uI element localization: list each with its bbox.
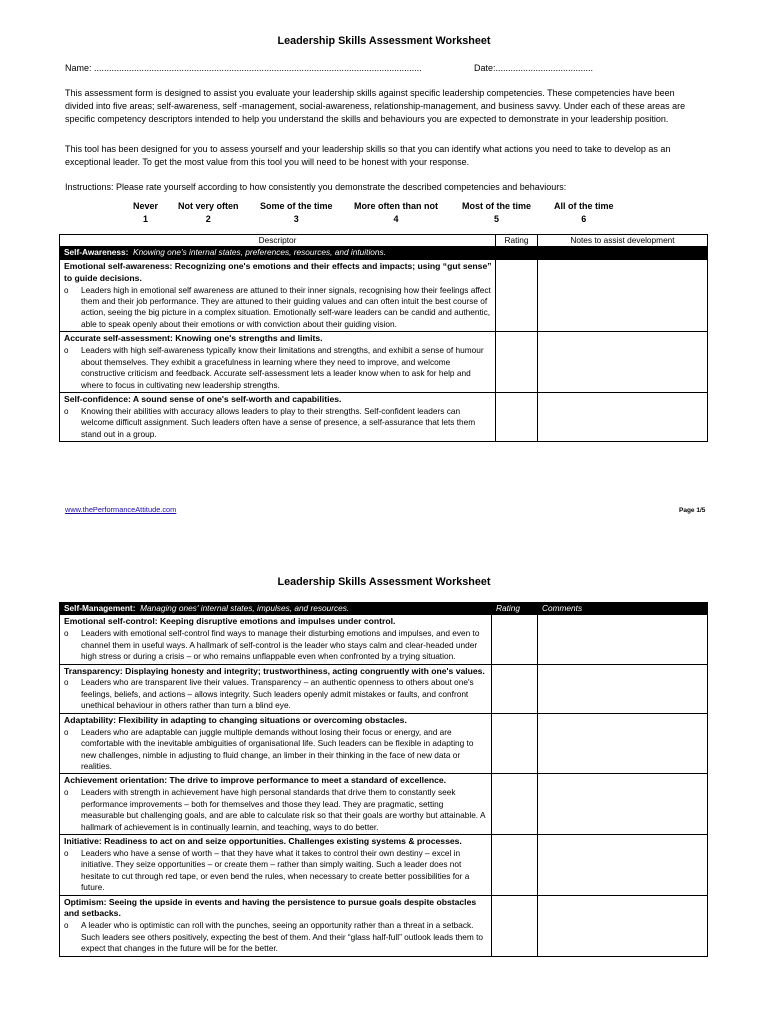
descriptor-cell: [60, 835, 492, 896]
competency-heading: Achievement orientation: The drive to improve performance to meet a standard of excellence.: [64, 775, 447, 786]
competency-description: Leaders with strength in achievement have high personal standards that drive them to constantly seek performance improvements – both for themselves and those they lead. They are pragmatic, setting measurable but challenging goals, and are able to calculate risk so that their goals are worthy but attainable. A hallmark of achievement is in continually learnin, and teaching, ways to do better.: [81, 787, 486, 832]
list-item: [64, 677, 488, 711]
scale-label: Most of the time: [462, 201, 531, 211]
scale-number: 5: [493, 214, 499, 225]
list-item: [64, 920, 488, 954]
section-header: [60, 603, 492, 615]
scale-option-5: [462, 200, 531, 226]
scale-label: More often than not: [354, 201, 438, 211]
table-row: [60, 392, 708, 441]
competency-heading: Adaptability: Flexibility in adapting to changing situations or overcoming obstacles.: [64, 714, 407, 725]
notes-header: Notes to assist development: [538, 235, 708, 247]
competency-description: Leaders who have a sense of worth – that they have what it takes to control their own destiny – excel in initiative. They seize opportunities – or create them – rather than simply waiting. Such a leader does not hesitate to cut through red tape, or even bend the rules, when necessary to create better possibilities for a future.: [81, 847, 470, 893]
table-row: [60, 664, 708, 713]
rating-header: Rating: [492, 603, 538, 615]
notes-cell[interactable]: [538, 332, 708, 393]
bullet-icon: o: [64, 285, 69, 295]
page-title: Leadership Skills Assessment Worksheet: [277, 35, 491, 47]
table-header-row: [60, 235, 708, 247]
rating-cell[interactable]: [492, 713, 538, 774]
comments-cell[interactable]: [538, 835, 708, 896]
scale-number: 4: [393, 214, 399, 225]
page-title: Leadership Skills Assessment Worksheet: [277, 576, 491, 588]
scale-number: 2: [205, 214, 211, 225]
table-row: [60, 835, 708, 896]
list-item: [64, 787, 488, 833]
comments-header: Comments: [538, 603, 708, 615]
comments-cell[interactable]: [538, 664, 708, 713]
rating-cell[interactable]: [492, 895, 538, 956]
rating-cell[interactable]: [492, 664, 538, 713]
comments-cell[interactable]: [538, 713, 708, 774]
descriptor-cell: [60, 713, 492, 774]
competency-heading: Initiative: Readiness to act on and seize opportunities. Challenges existing systems & processes.: [64, 836, 462, 846]
descriptor-cell: [60, 259, 496, 331]
bullet-icon: o: [64, 921, 69, 931]
list-item: [64, 628, 488, 662]
table-row: [60, 332, 708, 393]
competency-heading: Transparency: Displaying honesty and integrity; trustworthiness, acting congruently with one's values.: [64, 665, 485, 676]
section-description: Managing ones' internal states, impulses, and resources.: [140, 603, 350, 613]
date-field-line: Date:.......................................: [474, 63, 594, 73]
scale-label: Not very often: [178, 201, 239, 211]
scale-label: Never: [133, 201, 159, 211]
descriptor-header: Descriptor: [60, 235, 496, 247]
descriptor-cell: [60, 774, 492, 835]
descriptor-cell: [60, 615, 492, 664]
rating-header: Rating: [496, 235, 538, 247]
table-row: [60, 713, 708, 774]
section-description: Knowing one's internal states, preferences, resources, and intuitions.: [133, 247, 386, 258]
bullet-icon: o: [64, 848, 69, 858]
table-row: [60, 895, 708, 956]
section-label: Self-Management:: [64, 603, 136, 613]
scale-number: 6: [581, 214, 587, 225]
notes-cell[interactable]: [538, 259, 708, 331]
bullet-icon: o: [64, 406, 69, 416]
rating-cell[interactable]: [496, 392, 538, 441]
table-row: [60, 259, 708, 331]
list-item: [64, 285, 492, 331]
self-management-table: [59, 602, 708, 957]
name-field-line: Name: ...................................................................................................................................: [65, 63, 422, 73]
competency-heading: Self-confidence: A sound sense of one's self-worth and capabilities.: [64, 393, 342, 404]
section-header: [60, 247, 708, 259]
self-awareness-table: [59, 234, 708, 442]
table-row: [60, 774, 708, 835]
bullet-icon: o: [64, 629, 69, 639]
bullet-icon: o: [64, 788, 69, 798]
scale-option-2: [178, 200, 239, 226]
competency-heading: Optimism: Seeing the upside in events and having the persistence to pursue goals despite obstacles and setbacks.: [64, 896, 477, 919]
rating-cell[interactable]: [492, 615, 538, 664]
footer-website-link[interactable]: www.thePerformanceAttitude.com: [65, 505, 177, 514]
descriptor-cell: [60, 332, 496, 393]
comments-cell[interactable]: [538, 774, 708, 835]
scale-option-1: [133, 200, 158, 226]
competency-heading: Emotional self-control: Keeping disruptive emotions and impulses under control.: [64, 616, 396, 627]
rating-cell[interactable]: [496, 259, 538, 331]
list-item: [64, 345, 492, 391]
competency-description: Leaders who are transparent live their values. Transparency – an authentic openness to others about one's feelings, beliefs, and actions – allows integrity. Such leaders openly admit mistakes or faults, and confront unethical behaviour in others rather than turn a blind eye.: [81, 677, 474, 711]
scale-label: All of the time: [554, 201, 614, 211]
descriptor-cell: [60, 664, 492, 713]
scale-option-4: [354, 200, 438, 226]
bullet-icon: o: [64, 346, 69, 356]
competency-description: Leaders who are adaptable can juggle multiple demands without losing their focus or energy, and are comfortable with the inevitable ambiguities of organisational life. Such leaders can be flexible in adapting to new challenges, nimble in adjusting to fluid change, an limber in their thinking in the face of new data or realities.: [81, 726, 474, 771]
descriptor-cell: [60, 895, 492, 956]
competency-description: Knowing their abilities with accuracy allows leaders to play to their strengths. Self-confident leaders can welcome difficult assignment. Such leaders often have a sense of presence, a self-assurance that lets them stand out in a group.: [81, 405, 476, 439]
scale-number: 1: [143, 214, 149, 225]
competency-description: Leaders high in emotional self awareness are attuned to their inner signals, recognising how their feelings affect them and their job performance. They are attuned to their guiding values and can often intuit the best course of action, seeing the big picture in a complex situation. Emotionally self-ware leaders can be candid and authentic, able to speak openly about their emotions or with conviction about their guiding vision.: [81, 284, 491, 329]
rating-cell[interactable]: [496, 332, 538, 393]
list-item: [64, 406, 492, 440]
list-item: [64, 848, 488, 894]
list-item: [64, 727, 488, 773]
notes-cell[interactable]: [538, 392, 708, 441]
competency-heading: Accurate self-assessment: Knowing one's strengths and limits.: [64, 333, 323, 344]
comments-cell[interactable]: [538, 895, 708, 956]
section-label: Self-Awareness:: [64, 247, 129, 258]
descriptor-cell: [60, 392, 496, 441]
scale-option-6: [554, 200, 614, 226]
scale-option-3: [260, 200, 333, 226]
instructions-text: Instructions: Please rate yourself according to how consistently you demonstrate the described competencies and behaviours:: [65, 182, 567, 192]
rating-cell[interactable]: [492, 835, 538, 896]
intro-paragraph: This assessment form is designed to assist you evaluate your leadership skills against specific leadership competencies. These competencies have been divided into five areas; self-awareness, self -management, social-awareness, relationship-management, and business savvy. Under each of these areas are specific competency descriptors intended to help you understand the skills and behaviours you are expected to demonstrate in your leadership position.: [65, 88, 686, 124]
comments-cell[interactable]: [538, 615, 708, 664]
competency-description: A leader who is optimistic can roll with the punches, seeing an opportunity rather than a threat in a setback. Such leaders see others positively, expecting the best of them. And their “glass half-full” outlook leads them to expect that changes in the future will be for the better.: [81, 920, 484, 954]
section-header-row: [60, 247, 708, 259]
competency-description: Leaders with emotional self-control find ways to manage their disturbing emotions and impulses, and even to channel them in useful ways. A hallmark of self-control is the leader who stays calm and clear-headed under high stress or during a crisis – or who remains unflappable even when confronted by a trying situation.: [81, 628, 480, 662]
table-row: [60, 615, 708, 664]
purpose-paragraph: This tool has been designed for you to assess yourself and your leadership skills so that you can identify what actions you need to take to develop as an exceptional leader. To get the most value from this tool you will need to be honest with your response.: [65, 144, 671, 167]
scale-label: Some of the time: [260, 201, 333, 211]
bullet-icon: o: [64, 727, 69, 737]
rating-cell[interactable]: [492, 774, 538, 835]
page-number: Page 1/5: [679, 507, 706, 514]
bullet-icon: o: [64, 678, 69, 688]
worksheet-page-2: [0, 530, 768, 1024]
competency-heading: Emotional self-awareness: Recognizing one's emotions and their effects and impacts; using “gut sense” to guide decisions.: [64, 260, 492, 283]
section-header-row: [60, 603, 708, 615]
scale-number: 3: [293, 214, 299, 225]
competency-description: Leaders with high self-awareness typically know their limitations and strengths, and exhibit a sense of humour about themselves. They exhibit a gracefulness in learning where they need to improve, and welcome constructive criticism and feedback. Accurate self-assessment lets a leader know when to ask for help and where to focus in cultivating new leadership strengths.: [81, 345, 484, 390]
